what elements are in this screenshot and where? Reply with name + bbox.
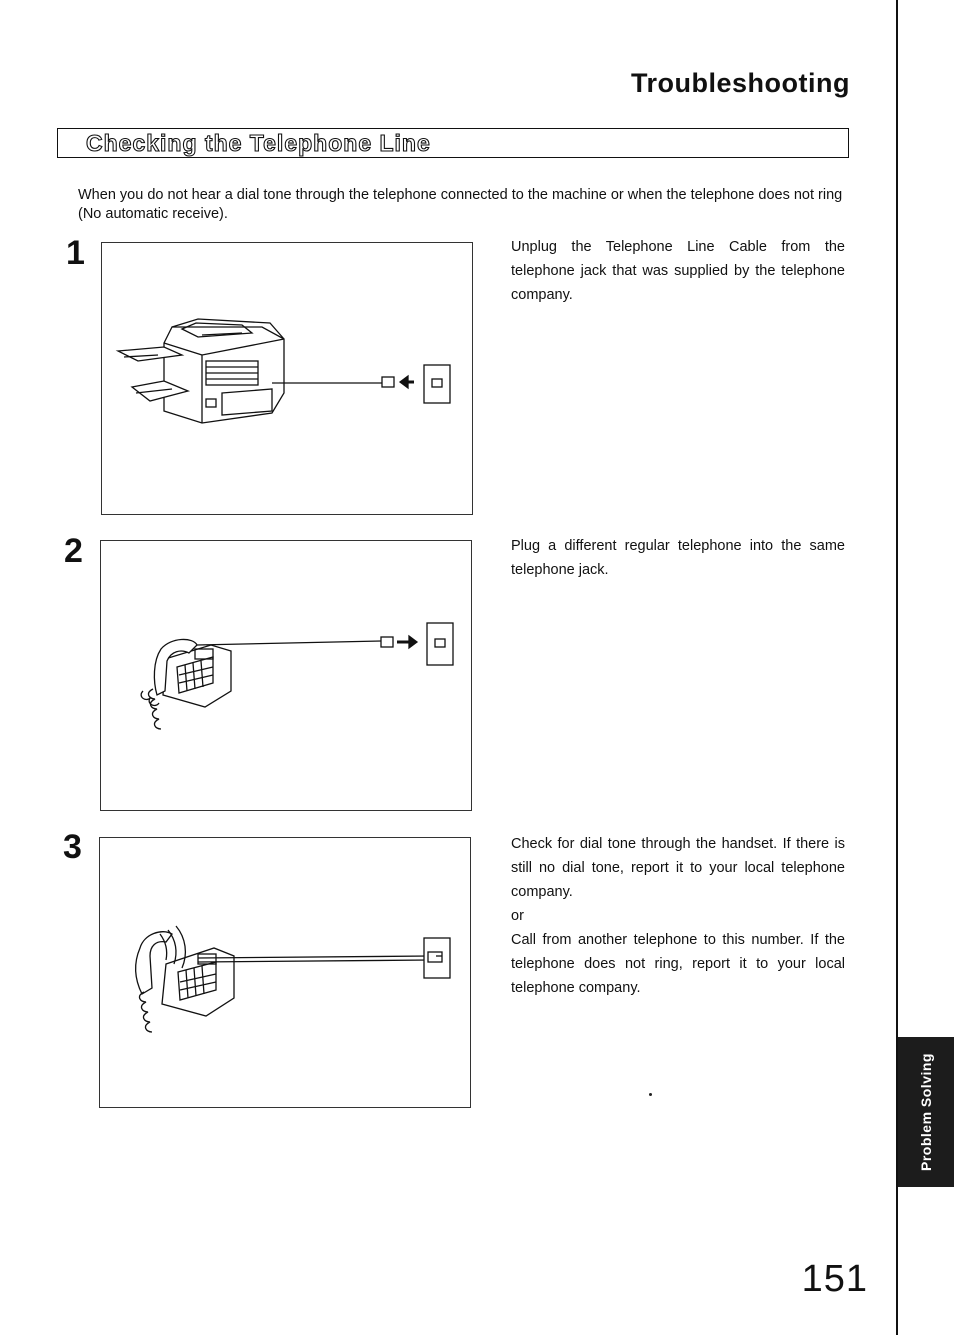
step-1-text: Unplug the Telephone Line Cable from the telephone jack that was supplied by the telephone company.: [511, 239, 845, 303]
side-tab-problem-solving: [898, 1037, 954, 1187]
step-3-text-a: Check for dial tone through the handset. If there is still no dial tone, report it to your local telephone company.: [511, 836, 845, 900]
step-1-illustration: [101, 242, 473, 515]
step-1-number: 1: [66, 234, 85, 272]
page-number: 151: [801, 1258, 868, 1300]
stray-dot: [649, 1093, 652, 1096]
page-header-title: Troubleshooting: [631, 68, 850, 98]
section-title: Checking the Telephone Line: [86, 130, 431, 156]
step-3-text-b: Call from another telephone to this number. If the telephone does not ring, report it to your local telephone company.: [511, 932, 845, 996]
telephone-icon: [101, 541, 473, 812]
step-2-illustration: [100, 540, 472, 811]
step-2-text: Plug a different regular telephone into the same telephone jack.: [511, 538, 845, 578]
step-3-illustration: [99, 837, 471, 1108]
side-tab-label: Problem Solving: [918, 1053, 934, 1171]
section-title-bar: [57, 128, 849, 158]
fax-machine-icon: [102, 243, 474, 516]
step-3-text-or: or: [511, 908, 524, 924]
ringing-handset-icon: [100, 838, 472, 1109]
step-3-text: [511, 832, 845, 1000]
intro-paragraph: When you do not hear a dial tone through the telephone connected to the machine or when the telephone does not ring (No automatic receive).: [78, 187, 843, 222]
step-3-number: 3: [63, 828, 82, 866]
step-2-number: 2: [64, 532, 83, 570]
